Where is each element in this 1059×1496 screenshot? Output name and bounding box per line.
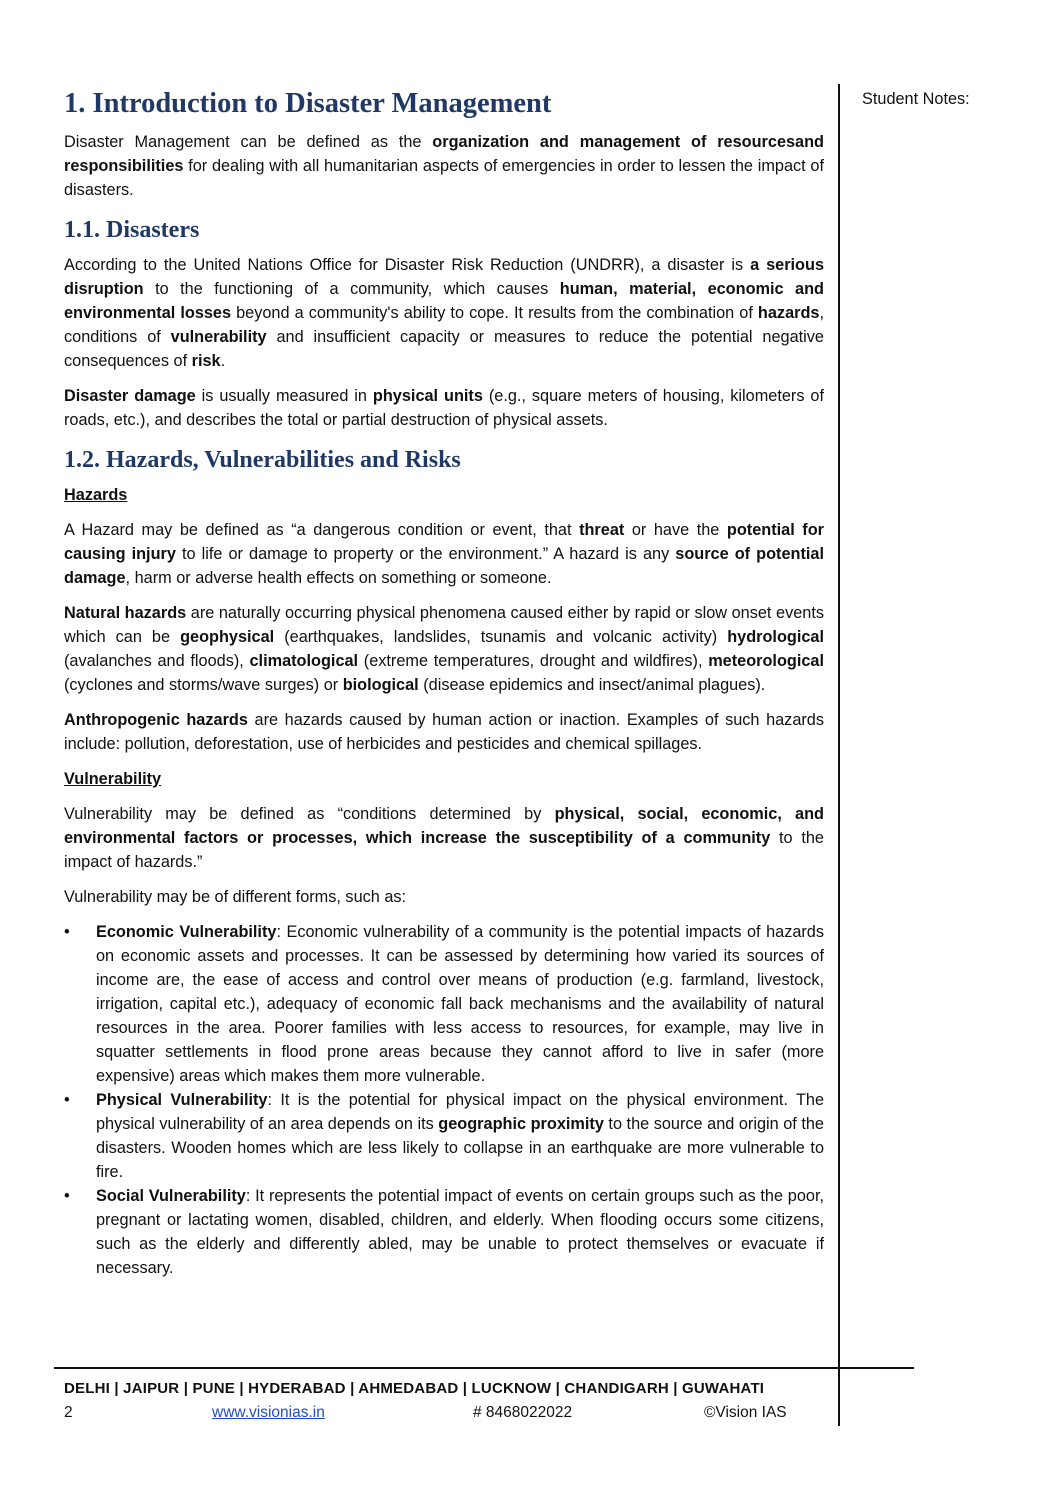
student-notes-label: Student Notes: bbox=[862, 90, 970, 108]
bold-term: biological bbox=[342, 676, 419, 694]
footer-cities: DELHI | JAIPUR | PUNE | HYDERABAD | AHMEDABAD | LUCKNOW | CHANDIGARH | GUWAHATI bbox=[64, 1380, 765, 1397]
subheading-hazards: Hazards bbox=[64, 486, 128, 504]
copyright: ©Vision IAS bbox=[704, 1404, 787, 1421]
bold-term: source of potential damage bbox=[64, 545, 824, 587]
section-heading-disasters: 1.1. Disasters bbox=[64, 217, 200, 243]
vulnerability-forms-intro: Vulnerability may be of different forms, such as: bbox=[64, 888, 407, 906]
list-item-physical-vulnerability bbox=[64, 1088, 824, 1184]
bold-term: Economic Vulnerability bbox=[96, 923, 277, 941]
anthropogenic-hazards-paragraph: Anthropogenic hazards are hazards caused by human action or inaction. Examples of such hazards include: pollution, deforestation, use of herbicides and pesticides and chemical spillages. bbox=[64, 711, 824, 753]
bold-term: physical units bbox=[372, 387, 483, 405]
website-link[interactable]: www.visionias.in bbox=[212, 1404, 325, 1421]
bold-term: hazards bbox=[757, 304, 820, 322]
bold-term: climatological bbox=[249, 652, 359, 670]
bullet-icon: • bbox=[64, 1091, 70, 1109]
notes-divider bbox=[838, 84, 840, 1426]
section-heading-hazards: 1.2. Hazards, Vulnerabilities and Risks bbox=[64, 447, 461, 473]
intro-paragraph: Disaster Management can be defined as the organization and management of resourcesand responsibilities for dealing with all humanitarian aspects of emergencies in order to lessen the impact of disasters. bbox=[64, 133, 824, 199]
bold-term: geographic proximity bbox=[438, 1115, 604, 1133]
bold-term: Natural hazards bbox=[64, 604, 187, 622]
list-item-text: Social Vulnerability: It represents the potential impact of events on certain groups such as the poor, pregnant or lactating women, disabled, children, and elderly. When flooding occurs some citizens, such as the elderly and differently abled, may be unable to protect themselves or evacuate if necessary. bbox=[96, 1187, 825, 1277]
hazard-definition-paragraph: A Hazard may be defined as “a dangerous condition or event, that threat or have the potential for causing injury to life or damage to property or the environment.” A hazard is any source of potential damage, harm or adverse health effects on something or someone. bbox=[64, 521, 825, 587]
bold-term: human, material, economic and environmental losses bbox=[64, 280, 824, 322]
disaster-definition-paragraph: According to the United Nations Office for Disaster Risk Reduction (UNDRR), a disaster is a serious disruption to the functioning of a community, which causes human, material, economic and environmental losses beyond a community's ability to cope. It results from the combination of hazards, conditions of vulnerability and insufficient capacity or measures to reduce the potential negative consequences of risk. bbox=[64, 256, 824, 370]
page-title: 1. Introduction to Disaster Management bbox=[64, 88, 552, 119]
bold-term: Social Vulnerability bbox=[96, 1187, 246, 1205]
bold-term: potential for causing injury bbox=[64, 521, 825, 563]
list-item-text: Economic Vulnerability: Economic vulnerability of a community is the potential impacts of hazards on economic assets and processes. It can be assessed by determining how varied its sources of income are, the ease of access and control over means of production (e.g. farmland, livestock, irrigation, capital etc.), adequacy of economic fall back mechanisms and the availability of natural resources in the area. Poorer families with less access to resources, for example, may live in squatter settlements in flood prone areas because they cannot afford to live in safer (more expensive) areas which makes them more vulnerable. bbox=[96, 923, 825, 1085]
bold-term: risk bbox=[191, 352, 221, 370]
bold-term: hydrological bbox=[727, 628, 824, 646]
bullet-icon: • bbox=[64, 923, 70, 941]
list-item-text: Physical Vulnerability: It is the potential for physical impact on the physical environment. The physical vulnerability of an area depends on its geographic proximity to the source and origin of the disasters. Wooden homes which are less likely to collapse in an earthquake are more vulnerable to fire. bbox=[96, 1091, 825, 1181]
bold-term: meteorological bbox=[708, 652, 824, 670]
disaster-damage-paragraph: Disaster damage is usually measured in physical units (e.g., square meters of housing, kilometers of roads, etc.), and describes the total or partial destruction of physical assets. bbox=[64, 387, 824, 429]
natural-hazards-paragraph: Natural hazards are naturally occurring physical phenomena caused either by rapid or slow onset events which can be geophysical (earthquakes, landslides, tsunamis and volcanic activity) hydrological (avalanches and floods), climatological (extreme temperatures, drought and wildfires), meteorological (cyclones and storms/wave surges) or biological (disease epidemics and insect/animal plagues). bbox=[64, 604, 824, 694]
bold-term: physical, social, economic, and environmental factors or processes, which increase the susceptibility of a community bbox=[64, 805, 824, 847]
bullet-icon: • bbox=[64, 1187, 70, 1205]
main-content bbox=[64, 84, 824, 1280]
phone-number: # 8468022022 bbox=[473, 1404, 573, 1421]
bold-term: Anthropogenic hazards bbox=[64, 711, 248, 729]
list-item-economic-vulnerability bbox=[64, 920, 824, 1088]
subheading-vulnerability: Vulnerability bbox=[64, 770, 162, 788]
page-number: 2 bbox=[64, 1404, 73, 1421]
bold-term: vulnerability bbox=[170, 328, 267, 346]
bold-term: organization and management of resourcesand responsibilities bbox=[64, 133, 824, 175]
bold-term: Disaster damage bbox=[64, 387, 196, 405]
footer-divider bbox=[54, 1367, 914, 1369]
bold-term: Physical Vulnerability bbox=[96, 1091, 268, 1109]
bold-term: threat bbox=[579, 521, 625, 539]
bold-term: geophysical bbox=[180, 628, 275, 646]
list-item-social-vulnerability bbox=[64, 1184, 824, 1280]
vulnerability-definition-paragraph: Vulnerability may be defined as “conditions determined by physical, social, economic, and environmental factors or processes, which increase the susceptibility of a community to the impact of hazards.” bbox=[64, 805, 824, 871]
vulnerability-list bbox=[64, 920, 824, 1280]
bold-term: a serious disruption bbox=[64, 256, 824, 298]
